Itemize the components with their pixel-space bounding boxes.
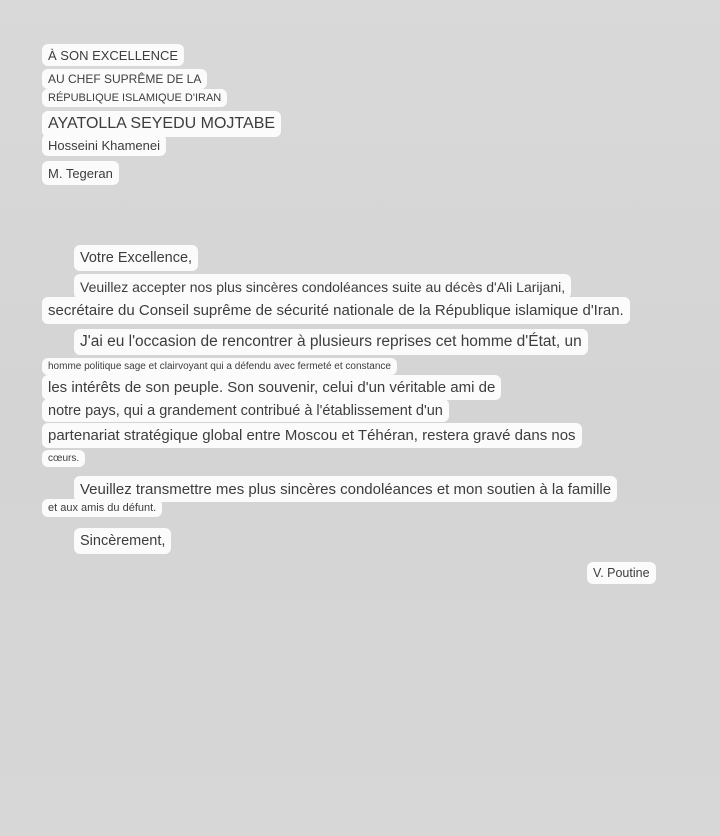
paragraph-3-line-1: Veuillez transmettre mes plus sincères condoléances et mon soutien à la famille bbox=[74, 476, 617, 502]
paragraph-2-line-1: J'ai eu l'occasion de rencontrer à plusieurs reprises cet homme d'État, un bbox=[74, 329, 588, 355]
signature: V. Poutine bbox=[587, 562, 656, 584]
paragraph-1-line-1: Veuillez accepter nos plus sincères condoléances suite au décès d'Ali Larijani, bbox=[74, 274, 571, 299]
paragraph-2-line-5: partenariat stratégique global entre Moscou et Téhéran, restera gravé dans nos bbox=[42, 423, 582, 448]
salutation: Votre Excellence, bbox=[74, 245, 198, 271]
address-line-3: RÉPUBLIQUE ISLAMIQUE D'IRAN bbox=[42, 89, 227, 107]
address-line-1: À SON EXCELLENCE bbox=[42, 44, 184, 66]
paragraph-2-line-3: les intérêts de son peuple. Son souvenir, celui d'un véritable ami de bbox=[42, 375, 501, 400]
recipient-city: M. Tegeran bbox=[42, 161, 119, 185]
paragraph-2-line-4: notre pays, qui a grandement contribué à l'établissement d'un bbox=[42, 399, 449, 422]
closing: Sincèrement, bbox=[74, 528, 171, 554]
paragraph-2-line-6: cœurs. bbox=[42, 450, 85, 467]
paragraph-3-line-2: et aux amis du défunt. bbox=[42, 499, 162, 517]
paragraph-1-line-2: secrétaire du Conseil suprême de sécurité nationale de la République islamique d'Iran. bbox=[42, 297, 630, 324]
address-line-2: AU CHEF SUPRÊME DE LA bbox=[42, 69, 207, 89]
recipient-name: AYATOLLA SEYEDU MOJTABE bbox=[42, 111, 281, 137]
paragraph-2-line-2: homme politique sage et clairvoyant qui a défendu avec fermeté et constance bbox=[42, 358, 397, 375]
recipient-subname: Hosseini Khamenei bbox=[42, 134, 166, 156]
